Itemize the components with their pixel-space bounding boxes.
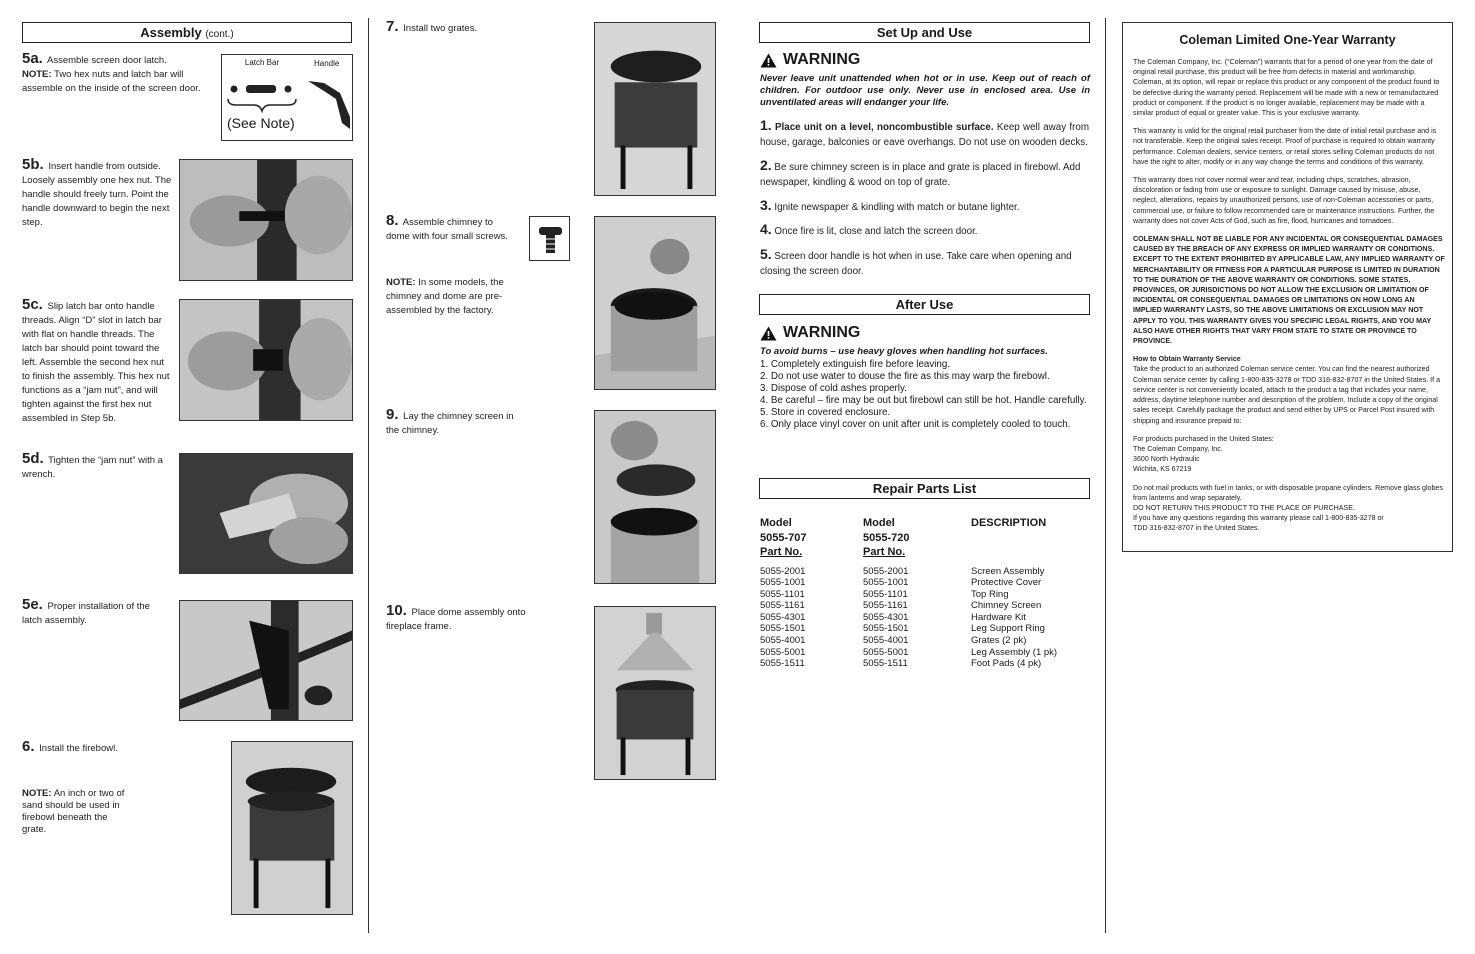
list-item: 5. Store in covered enclosure.	[760, 407, 891, 418]
column-divider-2	[1105, 18, 1106, 933]
column-divider-1	[368, 18, 369, 933]
step-number: 5b.	[22, 156, 44, 173]
list-item: 4. Be careful – fire may be out but firebowl can still be hot. Handle carefully.	[760, 395, 1087, 406]
after-use-warning-heading	[760, 324, 860, 342]
step-6	[22, 740, 212, 756]
step-text: Assemble screen door latch.	[46, 55, 167, 66]
setup-step-5: 5. Screen door handle is hot when in use. Take care when opening and closing the screen door.	[760, 246, 1072, 277]
step-6-note	[22, 788, 126, 836]
table-cell: Leg Assembly (1 pk)	[971, 646, 1058, 658]
repair-parts-table: Model 5055-707 Part No. Model 5055-720 Part No. DESCRIPTION 5055-2001 5055-2001 Screen Assembly 5055-1001 5055-1001 Protective Cover 5055-1101 5055-1101 Top Ring 5055-1161 5055-1161 Chimney Screen 5055-4301 5055-4301 Hardware Kit 5055-1501 5055-1501 Leg Support Ring 5055-4001 5055-4001 Grates (2 pk) 5055-5001 5055-5001 Leg Assembly (1 pk) 5055-1511 5055-1511 Foot Pads (4 pk)	[760, 516, 1090, 670]
warranty-paragraph: This warranty does not cover normal wear and tear, including chips, scratches, abrasion, discoloration or fading from use or exposure to sunlight. Damage caused by misuse, abuse, neglect, alterations, repairs by unauthorized persons, use of non-Coleman accessories or parts, commercial use, or failure to follow recommended care or maintenance instructions. Further, the warranty does not cover Acts of God, such as fire, flood, hurricanes and tornadoes.	[1133, 176, 1435, 225]
table-cell: 5055-1001	[760, 577, 806, 589]
table-cell: 5055-4001	[863, 635, 909, 647]
step-7	[386, 20, 576, 36]
step-8	[386, 214, 510, 244]
step-5b-photo	[179, 159, 353, 281]
table-cell: 5055-1501	[760, 623, 806, 635]
assembly-title-sub: (cont.)	[205, 29, 234, 40]
warranty-title: Coleman Limited One-Year Warranty	[1179, 33, 1396, 47]
handle-label: Handle	[314, 59, 340, 68]
see-note-label: (See Note)	[227, 115, 295, 131]
note-text: An inch or two of sand should be used in firebowl beneath the grate.	[22, 788, 125, 835]
step-8-photo	[594, 216, 716, 390]
step-5c-photo	[179, 299, 353, 421]
step-5d-photo	[179, 453, 353, 574]
table-cell: 5055-1501	[863, 623, 909, 635]
step-5c	[22, 298, 172, 426]
table-cell: Foot Pads (4 pk)	[971, 658, 1042, 670]
note-label: NOTE:	[22, 788, 52, 799]
table-cell: 5055-1161	[760, 600, 805, 612]
setup-step-2: 2. Be sure chimney screen is in place and grate is placed in firebowl. Add newspaper, kindling & wood on top of grate.	[760, 157, 1081, 188]
table-cell: 5055-1511	[863, 658, 908, 670]
warranty-address: For products purchased in the United States: The Coleman Company, Inc. 3600 North Hydraulic Wichita, KS 67219	[1133, 434, 1274, 474]
table-row	[760, 600, 1090, 612]
warranty-body	[1133, 57, 1445, 534]
step-9-photo	[594, 410, 716, 584]
table-cell: 5055-1511	[760, 658, 805, 670]
warning-label: WARNING	[783, 324, 861, 341]
note-text: Two hex nuts and latch bar will assemble on the inside of the screen door.	[22, 69, 201, 94]
table-cell: 5055-2001	[760, 565, 806, 577]
list-item: 2. Do not use water to douse the fire as this may warp the firebowl.	[760, 371, 1050, 382]
repair-parts-header: Repair Parts List	[759, 478, 1090, 499]
step-5e-photo	[179, 600, 353, 721]
screw-icon	[530, 217, 571, 262]
table-row	[760, 612, 1090, 624]
step-5e	[22, 598, 172, 628]
screw-diagram	[529, 216, 570, 261]
table-cell: Top Ring	[971, 588, 1009, 600]
setup-header: Set Up and Use	[759, 22, 1090, 43]
assembly-header	[22, 22, 352, 43]
step-number: 7.	[386, 18, 399, 35]
warranty-box	[1122, 22, 1453, 552]
table-row	[760, 658, 1090, 670]
warning-triangle-icon	[760, 53, 777, 68]
assembly-title: Assembly	[140, 25, 202, 40]
step-number: 10.	[386, 602, 407, 619]
step-5d	[22, 452, 172, 482]
step-8-note	[386, 276, 512, 318]
step-text: Insert handle from outside. Loosely assembly one hex nut. The handle should freely turn. Point the handle downward to begin the next step.	[22, 161, 172, 228]
warning-label: WARNING	[783, 51, 861, 68]
setup-warning-heading	[760, 51, 860, 69]
step-number: 8.	[386, 212, 399, 229]
table-cell: Protective Cover	[971, 577, 1042, 589]
note-text: In some models, the chimney and dome are pre-assembled by the factory.	[386, 277, 504, 316]
table-cell: Grates (2 pk)	[971, 635, 1027, 647]
table-cell: Leg Support Ring	[971, 623, 1045, 635]
table-cell: Screen Assembly	[971, 565, 1045, 577]
after-use-header: After Use	[759, 294, 1090, 315]
step-5a	[22, 52, 212, 96]
table-row	[760, 647, 1090, 659]
step-6-photo	[231, 741, 353, 915]
list-item: 6. Only place vinyl cover on unit after unit is completely cooled to touch.	[760, 419, 1071, 430]
step-number: 6.	[22, 738, 35, 755]
step-number: 5a.	[22, 50, 43, 67]
table-row	[760, 635, 1090, 647]
step-7-photo	[594, 22, 716, 196]
warranty-paragraph: The Coleman Company, Inc. (“Coleman”) warrants that for a period of one year from the date of original retail purchase, this product will be free from defects in material and workmanship. Coleman, at its option, will repair or replace this product or any component of the product found to be defective during the warranty period. Replacement will be made with a new or remanufactured product or component. If the product is no longer available, replacement may be made with a similar product of equal or greater value. This is your exclusive warranty.	[1133, 58, 1440, 118]
latch-bar-label: Latch Bar	[244, 58, 280, 67]
step-number: 5c.	[22, 296, 43, 313]
setup-step-1: 1. Place unit on a level, noncombustible surface. Keep well away from house, garage, balconies or eave overhangs. Do not use on wooden decks.	[760, 117, 1089, 148]
setup-step-3: 3. Ignite newspaper & kindling with match or butane lighter.	[760, 197, 1020, 213]
warning-triangle-icon	[760, 326, 777, 341]
step-10-photo	[594, 606, 716, 780]
table-cell: 5055-1101	[760, 588, 805, 600]
table-cell: 5055-4301	[863, 611, 909, 623]
step-text: Proper installation of the latch assembly.	[22, 601, 150, 626]
table-cell: 5055-2001	[863, 565, 909, 577]
warranty-service-title: How to Obtain Warranty Service	[1133, 355, 1241, 364]
table-cell: 5055-1001	[863, 577, 909, 589]
note-label: NOTE:	[22, 69, 52, 80]
table-cell: Chimney Screen	[971, 600, 1042, 612]
step-10	[386, 604, 546, 634]
after-use-list	[760, 359, 1095, 431]
warranty-paragraph: This warranty is valid for the original retail purchaser from the date of initial retail purchase and is not transferable. Keep the original sales receipt. Proof of purchase is required to obtain warranty performance. Coleman dealers, service centers, or retail stores selling Coleman products do not have the right to alter, modify or in any way change the terms and conditions of this warranty.	[1133, 127, 1437, 166]
step-number: 5e.	[22, 596, 43, 613]
step-text: Assemble chimney to dome with four small screws.	[386, 217, 508, 242]
step-5b	[22, 158, 174, 230]
table-cell: 5055-5001	[863, 646, 909, 658]
step-text: Slip latch bar onto handle threads. Align “D” slot in latch bar with flat on handle threads. The latch bar should point toward the left. Assemble the second hex nut to finish the assembly. This hex nut functions as a “jam nut”, and will tighten against the first hex nut assembled in Step 5b.	[22, 301, 170, 424]
table-row	[760, 566, 1090, 578]
note-label: NOTE:	[386, 277, 416, 288]
table-cell: Hardware Kit	[971, 611, 1026, 623]
table-row	[760, 589, 1090, 601]
step-9	[386, 408, 526, 438]
warranty-paragraph: Take the product to an authorized Coleman service center. You can find the nearest authorized Coleman service center by calling 1-800-835-3278 or TDD 316-832-8707 in the United States. If a service center is not conveniently located, attach to the product a tag that includes your name, address, daytime telephone number and description of the problem. Include a copy of the original sales receipt. Carefully package the product and send either by UPS or Parcel Post insured with shipping and insurance prepaid to:	[1133, 365, 1441, 425]
list-item: 1. Completely extinguish fire before leaving.	[760, 359, 951, 370]
list-item: 3. Dispose of cold ashes properly.	[760, 383, 907, 394]
step-text: Place dome assembly onto fireplace frame.	[386, 607, 526, 632]
table-row	[760, 623, 1090, 635]
step-text: Install two grates.	[403, 23, 478, 34]
table-cell: 5055-1161	[863, 600, 908, 612]
latch-diagram	[221, 54, 353, 141]
step-number: 9.	[386, 406, 399, 423]
setup-warning-text: Never leave unit unattended when hot or in use. Keep out of reach of children. For outdoor use only. Never use in enclosed area. Use in unventilated areas will endanger your life.	[760, 73, 1090, 108]
table-row	[760, 577, 1090, 589]
table-cell: 5055-4301	[760, 611, 806, 623]
table-cell: 5055-4001	[760, 635, 806, 647]
step-text: Tighten the “jam nut” with a wrench.	[22, 455, 163, 480]
warranty-disclaimer: COLEMAN SHALL NOT BE LIABLE FOR ANY INCIDENTAL OR CONSEQUENTIAL DAMAGES CAUSED BY THE BREACH OF ANY EXPRESS OR IMPLIED WARRANTY OR CONDITIONS. EXCEPT TO THE EXTENT PROHIBITED BY APPLICABLE LAW, ANY IMPLIED WARRANTY OF MERCHANTABILITY OR FITNESS FOR A PARTICULAR PURPOSE IS LIMITED IN DURATION TO THE DURATION OF THE ABOVE WARRANTY OR CONDITIONS. SOME STATES, PROVINCES, OR JURISDICTIONS DO NOT ALLOW THE EXCLUSION OR LIMITATION OF INCIDENTAL OR CONSEQUENTIAL DAMAGES OR LIMITATIONS ON HOW LONG AN IMPLIED WARRANTY LASTS, SO THE ABOVE LIMITATIONS OR EXCLUSION MAY NOT APPLY TO YOU. THIS WARRANTY GIVES YOU SPECIFIC LEGAL RIGHTS, AND YOU MAY ALSO HAVE OTHER RIGHTS THAT VARY FROM STATE TO STATE OR PROVINCE TO PROVINCE.	[1133, 235, 1445, 346]
step-text: Install the firebowl.	[39, 743, 118, 754]
after-use-warning-text: To avoid burns – use heavy gloves when handling hot surfaces.	[760, 346, 1048, 357]
step-text: Lay the chimney screen in the chimney.	[386, 411, 514, 436]
step-number: 5d.	[22, 450, 44, 467]
table-cell: 5055-1101	[863, 588, 908, 600]
warranty-closing: Do not mail products with fuel in tanks, or with disposable propane cylinders. Remove glass globes from lanterns and wrap separately. DO NOT RETURN THIS PRODUCT TO THE PLACE OF PURCHASE. If you have any questions regarding this warranty please call 1-800-835-3278 or TDD 316-832-8707 in the United States.	[1133, 483, 1443, 533]
setup-step-4: 4. Once fire is lit, close and latch the screen door.	[760, 221, 978, 237]
table-cell: 5055-5001	[760, 646, 806, 658]
